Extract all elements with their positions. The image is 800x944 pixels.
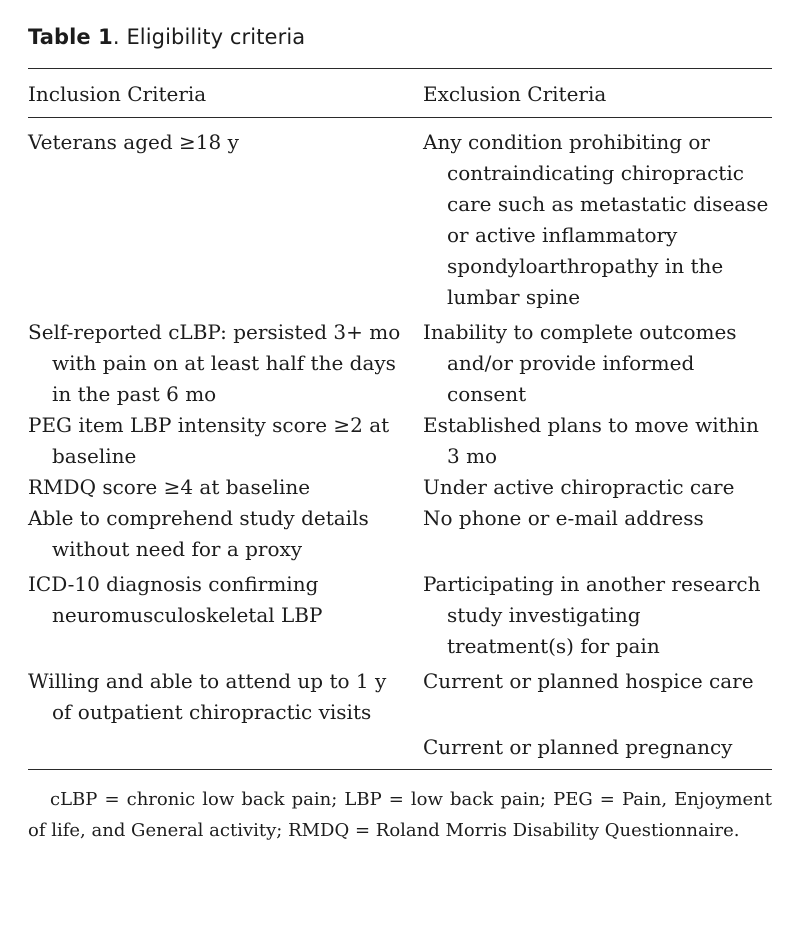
eligibility-table [28,69,772,763]
inclusion-cell: Self-reported cLBP: persisted 3+ mo with pain on at least half the days in the past 6 mo [28,320,401,406]
inclusion-cell: RMDQ score ≥4 at baseline [28,475,311,499]
table-row [28,118,772,314]
exclusion-cell: Any condition prohibiting or contraindicating chiropractic care such as metastatic disease or active inflammatory spondyloarthropathy in the lumbar spine [423,130,769,309]
exclusion-cell: Current or planned hospice care [423,669,754,693]
inclusion-cell: ICD-10 diagnosis confirming neuromusculoskeletal LBP [28,572,323,627]
exclusion-cell: Under active chiropractic care [423,475,735,499]
table-row [28,410,772,472]
bottom-rule [28,769,772,770]
header-inclusion: Inclusion Criteria [28,69,423,118]
inclusion-cell: Veterans aged ≥18 y [28,130,239,154]
exclusion-cell: Inability to complete outcomes and/or provide informed consent [423,320,737,406]
table-caption [28,22,772,52]
table-row [28,472,772,503]
exclusion-cell: Established plans to move within 3 mo [423,413,759,468]
table-row [28,565,772,662]
header-exclusion: Exclusion Criteria [423,69,772,118]
inclusion-cell: PEG item LBP intensity score ≥2 at baseline [28,413,390,468]
inclusion-cell: Willing and able to attend up to 1 y of outpatient chiropractic visits [28,669,387,724]
table-footnote: cLBP = chronic low back pain; LBP = low back pain; PEG = Pain, Enjoyment of life, and General activity; RMDQ = Roland Morris Disability Questionnaire. [28,789,772,841]
exclusion-cell: No phone or e-mail address [423,506,704,530]
table-title: . Eligibility criteria [112,25,306,49]
table-row [28,313,772,410]
table-row [28,662,772,728]
table-row [28,728,772,763]
exclusion-cell: Participating in another research study investigating treatment(s) for pain [423,572,761,658]
exclusion-cell: Current or planned pregnancy [423,735,733,759]
table-row [28,503,772,565]
inclusion-cell: Able to comprehend study details without need for a proxy [28,506,369,561]
table-header-row [28,69,772,118]
table-label: Table 1 [28,25,113,49]
